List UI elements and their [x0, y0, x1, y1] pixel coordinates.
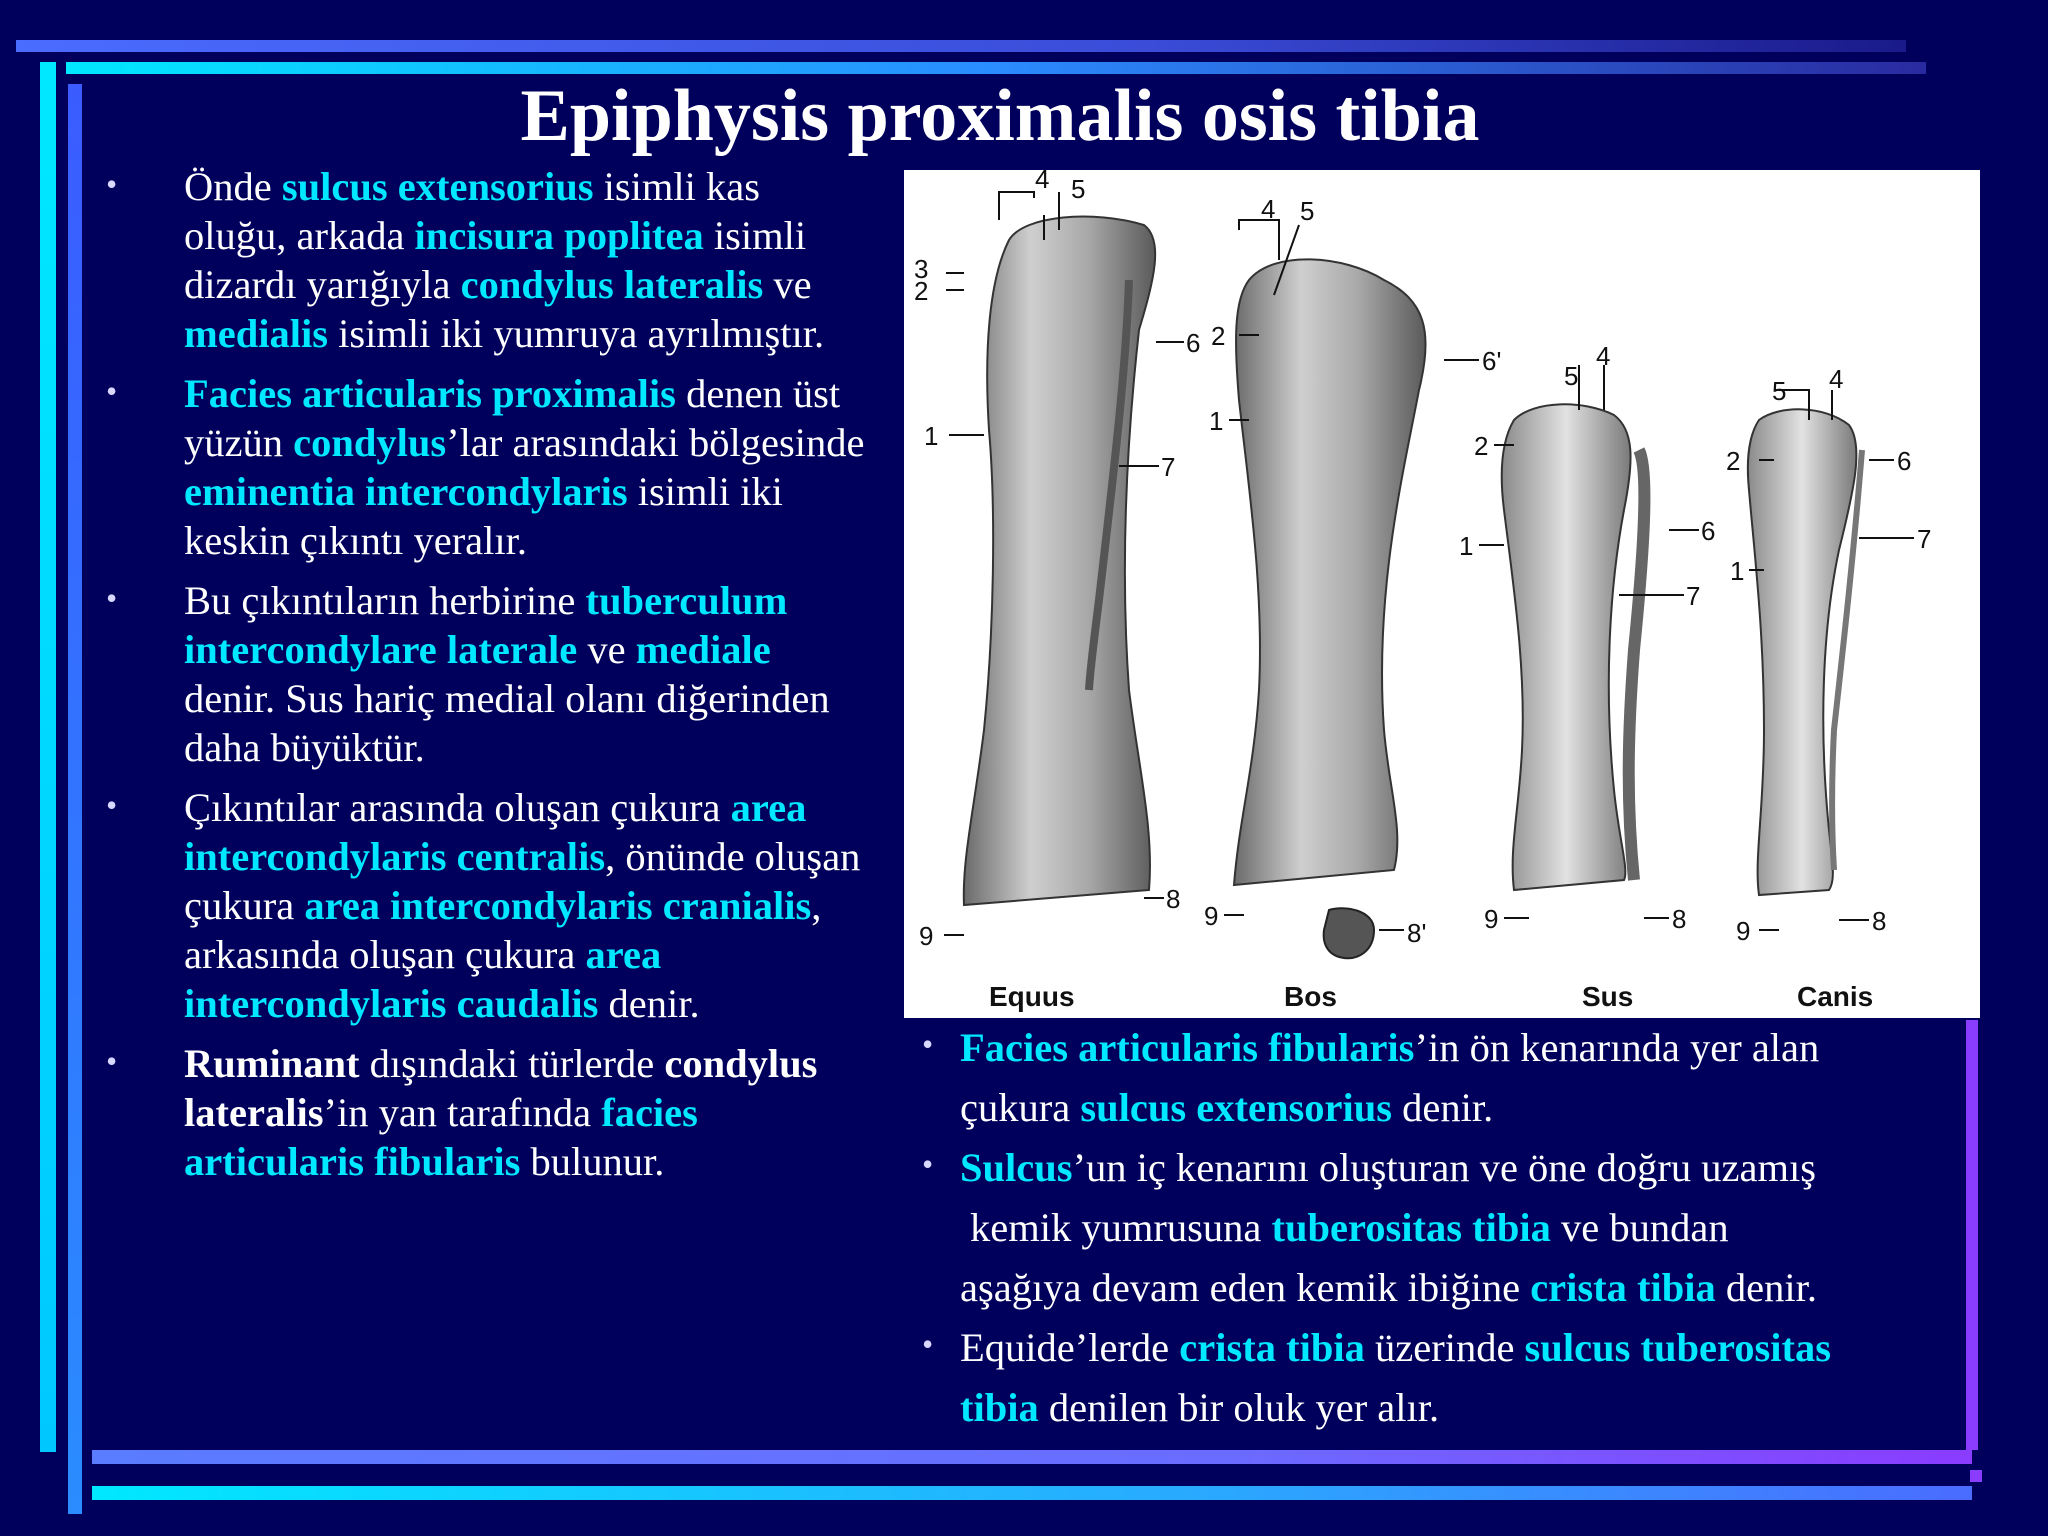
bos-label-1: 1 — [1209, 406, 1224, 436]
right-bullet-item — [918, 1318, 1978, 1378]
right-bullet-item — [918, 1018, 1978, 1078]
text-run: denen üst yüzün — [184, 371, 841, 465]
sus-label-7: 7 — [1686, 581, 1701, 611]
page-title: Epiphysis proximalis osis tibia — [520, 75, 1480, 157]
left-bullet-item — [100, 783, 870, 1028]
sus-tibia — [1502, 404, 1631, 890]
text-run: isimli dizardı yarığıyla — [184, 213, 807, 307]
left-bullet-item — [100, 162, 870, 358]
canis-label-4: 4 — [1829, 364, 1844, 394]
text-run: ve bundan — [1550, 1205, 1729, 1250]
text-run: Çıkıntılar arasında oluşan çukura — [184, 785, 731, 830]
sus-label-8: 8 — [1672, 904, 1687, 934]
tibia-figure — [904, 170, 1980, 1018]
right-bullet-continuation — [918, 1078, 1978, 1138]
highlight-term: Facies articularis fibularis — [960, 1025, 1415, 1070]
species-captions — [989, 981, 1873, 1012]
right-bullet-list — [918, 1018, 1978, 1438]
text-run: ’in ön kenarında yer alan — [1414, 1025, 1820, 1070]
equus-label-1: 1 — [924, 421, 939, 451]
text-run: Bu çıkıntıların herbirine — [184, 578, 586, 623]
text-run: ’lar arasındaki bölgesinde — [446, 420, 865, 465]
canis-label-6: 6 — [1897, 446, 1912, 476]
left-bullet-item — [100, 576, 870, 772]
right-bullet-continuation — [918, 1198, 1978, 1258]
equus-label-3: 3 — [914, 254, 929, 284]
text-run: Önde — [184, 164, 282, 209]
text-run: bulunur. — [520, 1139, 665, 1184]
right-bullet-item — [918, 1138, 1978, 1198]
highlight-term: crista tibia — [1530, 1265, 1716, 1310]
caption-equus: Equus — [989, 981, 1075, 1012]
highlight-term: eminentia intercondylaris — [184, 469, 628, 514]
text-run: isimli iki keskin çıkıntı yeralır. — [184, 469, 783, 563]
canis-label-1: 1 — [1730, 556, 1745, 586]
caption-sus: Sus — [1582, 981, 1634, 1012]
text-run: ve — [577, 627, 636, 672]
bos-label-6p: 6' — [1482, 346, 1502, 376]
frame-bar-left-2 — [68, 84, 82, 1514]
text-run: denir. — [1715, 1265, 1818, 1310]
bold-term: Ruminant — [184, 1041, 360, 1086]
text-run: ve — [763, 262, 812, 307]
equus-label-9: 9 — [919, 921, 934, 951]
highlight-term: tuberculum intercondylare laterale — [184, 578, 788, 672]
bullet-dot-icon: • — [922, 1326, 934, 1362]
bos-label-4: 4 — [1261, 194, 1276, 224]
frame-bar-left-1 — [40, 62, 56, 1452]
equus-label-4: 4 — [1035, 170, 1050, 194]
caption-canis: Canis — [1797, 981, 1874, 1012]
text-run: ’un iç kenarını oluşturan ve öne doğru uzamış — [1072, 1145, 1816, 1190]
text-run: çukura — [960, 1085, 1081, 1130]
highlight-term: sulcus extensorius — [281, 164, 594, 209]
sus-fibula — [1629, 450, 1645, 880]
frame-bar-right-2 — [1970, 1470, 1982, 1482]
sus-label-4: 4 — [1596, 341, 1611, 371]
left-bullet-item — [100, 369, 870, 565]
canis-label-8: 8 — [1872, 906, 1887, 936]
sus-label-2: 2 — [1474, 431, 1489, 461]
text-run: aşağıya devam eden kemik ibiğine — [960, 1265, 1531, 1310]
text-run: üzerinde — [1364, 1325, 1525, 1370]
highlight-term: incisura poplitea — [414, 213, 704, 258]
equus-label-2: 2 — [914, 276, 929, 306]
text-run: denir. Sus hariç medial olanı diğerinden daha büyüktür. — [184, 676, 830, 770]
text-run: kemik yumrusuna — [970, 1205, 1272, 1250]
sus-label-5: 5 — [1564, 361, 1579, 391]
text-run: ’in yan tarafında — [323, 1090, 602, 1135]
equus-label-5: 5 — [1071, 174, 1086, 204]
frame-bar-bottom-2 — [92, 1486, 1972, 1500]
highlight-term: tibia — [960, 1385, 1039, 1430]
bullet-dot-icon: • — [922, 1146, 934, 1182]
highlight-term: Sulcus — [960, 1145, 1073, 1190]
text-run: , önünde oluşan çukura — [184, 834, 861, 928]
tibia-illustration — [904, 170, 1980, 1018]
bos-label-9: 9 — [1204, 901, 1219, 931]
bullet-dot-icon: • — [106, 373, 118, 409]
frame-bar-top-2 — [66, 62, 1926, 74]
sus-label-6: 6 — [1701, 516, 1716, 546]
bullet-dot-icon: • — [106, 1043, 118, 1079]
right-bullet-continuation — [918, 1258, 1978, 1318]
bold-term: condylus lateralis — [184, 1041, 818, 1135]
bos-label-5: 5 — [1300, 196, 1315, 226]
text-run: dışındaki türlerde — [359, 1041, 665, 1086]
text-run: Equide’lerde — [960, 1325, 1180, 1370]
text-run: denilen bir oluk yer alır. — [1038, 1385, 1440, 1430]
highlight-term: Facies articularis proximalis — [184, 371, 676, 416]
left-bullet-list — [100, 162, 870, 1197]
text-run: , arkasında oluşan çukura — [184, 883, 822, 977]
text-run: denir. — [1392, 1085, 1494, 1130]
sus-label-1: 1 — [1459, 531, 1474, 561]
frame-bar-bottom-1 — [92, 1450, 1972, 1464]
highlight-term: condylus — [293, 420, 447, 465]
equus-label-7: 7 — [1161, 452, 1176, 482]
right-bullet-continuation — [918, 1378, 1978, 1438]
bullet-dot-icon: • — [106, 580, 118, 616]
bos-label-8p: 8' — [1407, 918, 1427, 948]
highlight-term: area intercondylaris caudalis — [184, 932, 662, 1026]
bos-tibia — [1234, 259, 1426, 885]
left-bullet-item — [100, 1039, 870, 1186]
highlight-term: facies articularis fibularis — [184, 1090, 698, 1184]
bullet-dot-icon: • — [922, 1026, 934, 1062]
text-run: denir. — [598, 981, 700, 1026]
highlight-term: mediale — [635, 627, 771, 672]
canis-label-9: 9 — [1736, 916, 1751, 946]
highlight-term: area intercondylaris cranialis — [304, 883, 812, 928]
text-run: isimli iki yumruya ayrılmıştır. — [328, 311, 825, 356]
highlight-term: condylus lateralis — [460, 262, 764, 307]
bullet-dot-icon: • — [106, 166, 118, 202]
bos-patella-fragment — [1324, 908, 1374, 958]
equus-label-8: 8 — [1166, 884, 1181, 914]
highlight-term: sulcus extensorius — [1080, 1085, 1392, 1130]
canis-label-5: 5 — [1772, 376, 1787, 406]
canis-label-2: 2 — [1726, 446, 1741, 476]
text-run: isimli kas oluğu, arkada — [184, 164, 761, 258]
frame-bar-top-1 — [16, 40, 1906, 52]
highlight-term: medialis — [184, 311, 329, 356]
equus-label-6: 6 — [1186, 328, 1201, 358]
canis-label-7: 7 — [1917, 524, 1932, 554]
highlight-term: sulcus tuberositas — [1524, 1325, 1831, 1370]
highlight-term: tuberositas tibia — [1271, 1205, 1551, 1250]
sus-label-9: 9 — [1484, 904, 1499, 934]
highlight-term: crista tibia — [1179, 1325, 1365, 1370]
highlight-term: area intercondylaris centralis — [184, 785, 807, 879]
caption-bos: Bos — [1284, 981, 1337, 1012]
bullet-dot-icon: • — [106, 787, 118, 823]
bos-label-2: 2 — [1211, 321, 1226, 351]
